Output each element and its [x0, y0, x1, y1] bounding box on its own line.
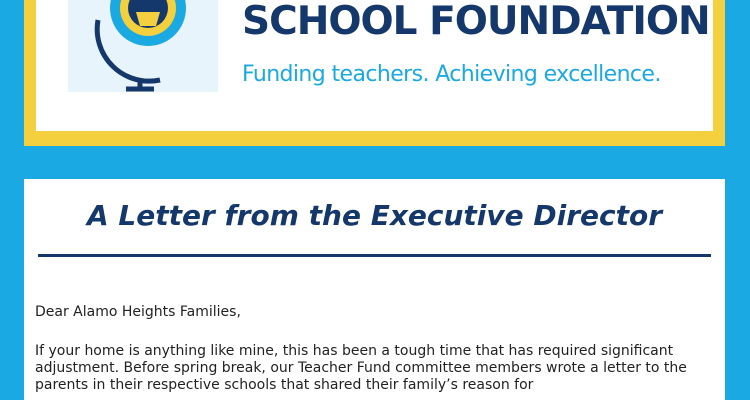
- org-name: SCHOOL FOUNDATION: [242, 0, 710, 44]
- org-tagline: Funding teachers. Achieving excellence.: [242, 62, 661, 87]
- header-banner-frame: [24, 0, 725, 146]
- letter-card: [24, 179, 725, 400]
- header-banner: [36, 0, 713, 131]
- letter-greeting: Dear Alamo Heights Families,: [35, 304, 241, 320]
- letter-body-paragraph: If your home is anything like mine, this has been a tough time that has required significant adjustment. Before spring break, our Teacher Fund committee members wrote a letter to the parents in their respective schools that shared their family’s reason for: [35, 343, 687, 393]
- letter-title: A Letter from the Executive Director: [86, 199, 663, 232]
- logo: [68, 0, 218, 92]
- title-divider: [38, 254, 711, 257]
- globe-lamp-icon: [68, 0, 218, 92]
